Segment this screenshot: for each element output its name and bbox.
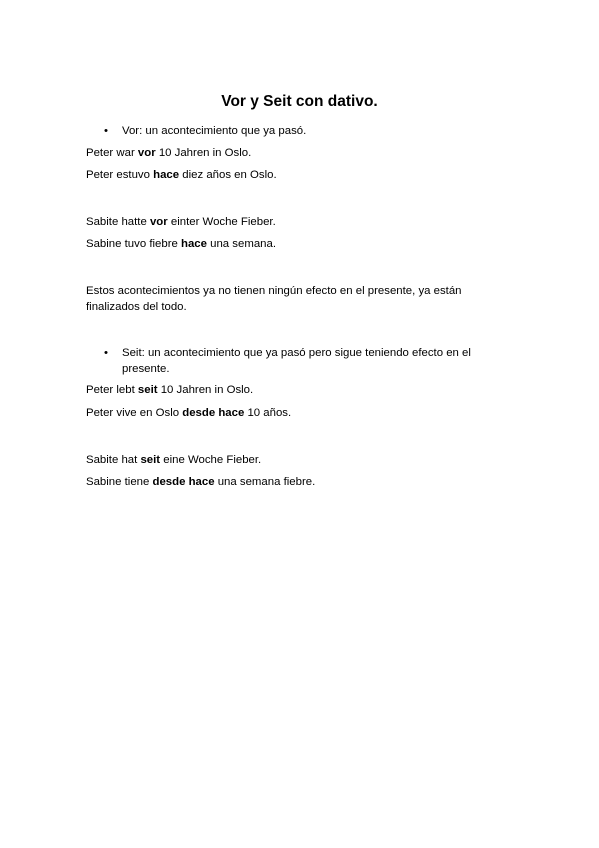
example-text: Peter estuvo — [86, 169, 154, 181]
bullet-icon: • — [104, 347, 108, 359]
example-text: Peter lebt — [86, 384, 138, 396]
example-text: una semana. — [206, 238, 276, 250]
example-text: einter Woche Fieber. — [167, 216, 276, 228]
example-text: una semana fiebre. — [214, 476, 316, 488]
example-text: Peter war — [86, 147, 138, 159]
example-text: Sabite hat — [86, 454, 141, 466]
bullet-item-seit — [104, 345, 504, 377]
example-line — [86, 168, 277, 183]
example-keyword: hace — [153, 169, 180, 181]
example-line — [86, 406, 291, 421]
explanation-paragraph: Estos acontecimientos ya no tienen ningún efecto en el presente, ya están finalizados del todo. — [86, 285, 462, 313]
example-text: diez años en Oslo. — [179, 169, 277, 181]
example-keyword: desde hace — [182, 407, 245, 419]
example-keyword: hace — [181, 238, 207, 250]
example-text: 10 Jahren in Oslo. — [157, 384, 254, 396]
example-line — [86, 237, 276, 252]
bullet-item-vor — [104, 123, 504, 139]
bullet-text: Seit: un acontecimiento que ya pasó pero sigue teniendo efecto en el presente. — [122, 347, 471, 375]
example-text: 10 años. — [244, 407, 292, 419]
example-keyword: seit — [140, 454, 161, 466]
example-line — [86, 383, 253, 398]
example-keyword: desde hace — [152, 476, 215, 488]
example-text: Sabine tiene — [86, 476, 153, 488]
page-title: Vor y Seit con dativo. — [221, 93, 378, 110]
example-text: eine Woche Fieber. — [160, 454, 262, 466]
example-keyword: vor — [137, 147, 156, 159]
example-text: Peter vive en Oslo — [86, 407, 183, 419]
example-keyword: vor — [149, 216, 168, 228]
example-line — [86, 146, 251, 161]
example-text: Sabite hatte — [86, 216, 150, 228]
example-line — [86, 453, 261, 468]
example-line — [86, 215, 276, 230]
example-line — [86, 475, 315, 490]
example-text: 10 Jahren in Oslo. — [155, 147, 252, 159]
example-keyword: seit — [137, 384, 158, 396]
example-text: Sabine tuvo fiebre — [86, 238, 181, 250]
bullet-text: Vor: un acontecimiento que ya pasó. — [122, 125, 307, 137]
bullet-icon: • — [104, 125, 108, 137]
